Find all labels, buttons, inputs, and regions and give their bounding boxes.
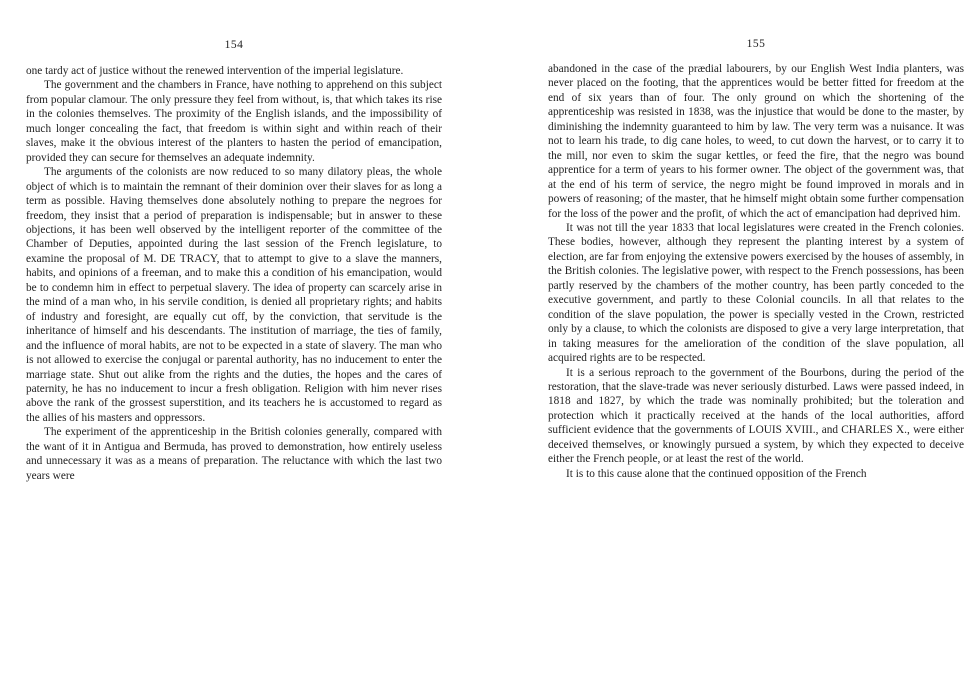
page-gutter bbox=[489, 0, 491, 692]
paragraph: The arguments of the colonists are now reduced to so many dilatory pleas, the whole object of which is to maintain the remnant of their dominion over their slaves for as long a term as possible. Having themselves done absolutely nothing to prepare the negroes for freedom, they insist that a period of preparation is indispensable; but in answer to these objections, it has been well observed by the intelligent reporter of the committee of the Chamber of Deputies, appointed during the last session of the French legislature, to examine the proposal of M. DE TRACY, that to attempt to give to a slave the manners, habits, and opinions of a freeman, and to make this a condition of his emancipation, would be to condemn him in effect to perpetual slavery. The idea of property can scarcely arise in the mind of a man who, in his servile condition, is denied all proprietary rights; and habits of industry and foresight, are equally cut off, by the conviction, that servitude is the inheritance of himself and his descendants. The institution of marriage, the ties of family, and the influence of moral habits, are not to be expected in a state of slavery. The man who is not allowed to exercise the conjugal or parental authority, has no inducement to enter the marriage state. Shut out alike from the rights and the duties, the hopes and the cares of paternity, he has no inducement to incur a fresh obligation. Religion with him never rises above the rank of the grossest superstition, and its teachers he is accustomed to regard as the allies of his masters and oppressors. bbox=[26, 166, 442, 424]
right-page-text bbox=[548, 62, 964, 481]
page-number-right: 155 bbox=[746, 38, 766, 50]
left-page-text bbox=[26, 64, 442, 483]
left-page bbox=[26, 0, 442, 692]
paragraph: abandoned in the case of the prædial labourers, by our English West India planters, was never placed on the footing, that the apprentices would be better fitted for freedom at the end of six years than of four. The only ground on which the shortening of the apprenticeship was resisted in 1838, was the injustice that would be done to the master, by diminishing the indemnity guaranteed to him by law. The very term was a nuisance. It was not to learn his trade, to dig cane holes, to weed, to cut down the harvest, or to carry it to the mill, nor even to skim the sugar kettles, or feed the fire, that the negro was bound apprentice for a term of years to his former owner. The object of the government was, that at the end of his term of service, the negro might be found improved in morals and in powers of reasoning; of the master, that he himself might obtain some further compensation for the loss of the power and the profit, of which the act of emancipation had deprived him. bbox=[548, 63, 964, 220]
page-number-left: 154 bbox=[224, 39, 244, 51]
paragraph: It is a serious reproach to the government of the Bourbons, during the period of the restoration, that the slave-trade was never seriously disturbed. Laws were passed indeed, in 1818 and 1827, by which the trade was nominally prohibited; but the toleration and protection which it practically received at the hands of the local authorities, afford sufficient evidence that the governments of LOUIS XVIII., and CHARLES X., were either deceived themselves, or knowingly pursued a system, by which they expected to deceive either the French people, or at least the rest of the world. bbox=[548, 366, 964, 466]
paragraph: It was not till the year 1833 that local legislatures were created in the French colonies. These bodies, however, although they represent the planting interest by a system of election, are far from enjoying the extensive powers exercised by the houses of assembly, in the British colonies. The legislative power, with respect to the French possessions, has been partly reserved by the chambers of the mother country, has been partly conceded to the executive government, and partly to these Colonial councils. In all that relates to the condition of the slave population, the power is specially vested in the Crown, restricted only by a clause, to which the colonists are disposed to give a very large interpretation, that in taking measures for the amelioration of the condition of the slave population, all acquired rights are to be respected. bbox=[548, 221, 964, 365]
paragraph: one tardy act of justice without the renewed intervention of the imperial legislature. bbox=[26, 65, 404, 77]
right-page bbox=[548, 0, 964, 692]
paragraph: The experiment of the apprenticeship in the British colonies generally, compared with the want of it in Antigua and Bermuda, has proved to demonstration, how entirely useless and unnecessary it was as a means of preparation. The reluctance with which the last two years were bbox=[26, 426, 442, 482]
paragraph: The government and the chambers in France, have nothing to apprehend on this subject from popular clamour. The only pressure they feel from without, is, that which takes its rise in the colonies themselves. The proximity of the English islands, and the impossibility of much longer concealing the fact, that freedom is within sight and within reach of their slaves, make it the obvious interest of the planters to hasten the period of emancipation, provided they can secure for themselves an adequate indemnity. bbox=[26, 79, 442, 164]
paragraph: It is to this cause alone that the continued opposition of the French bbox=[566, 467, 867, 480]
